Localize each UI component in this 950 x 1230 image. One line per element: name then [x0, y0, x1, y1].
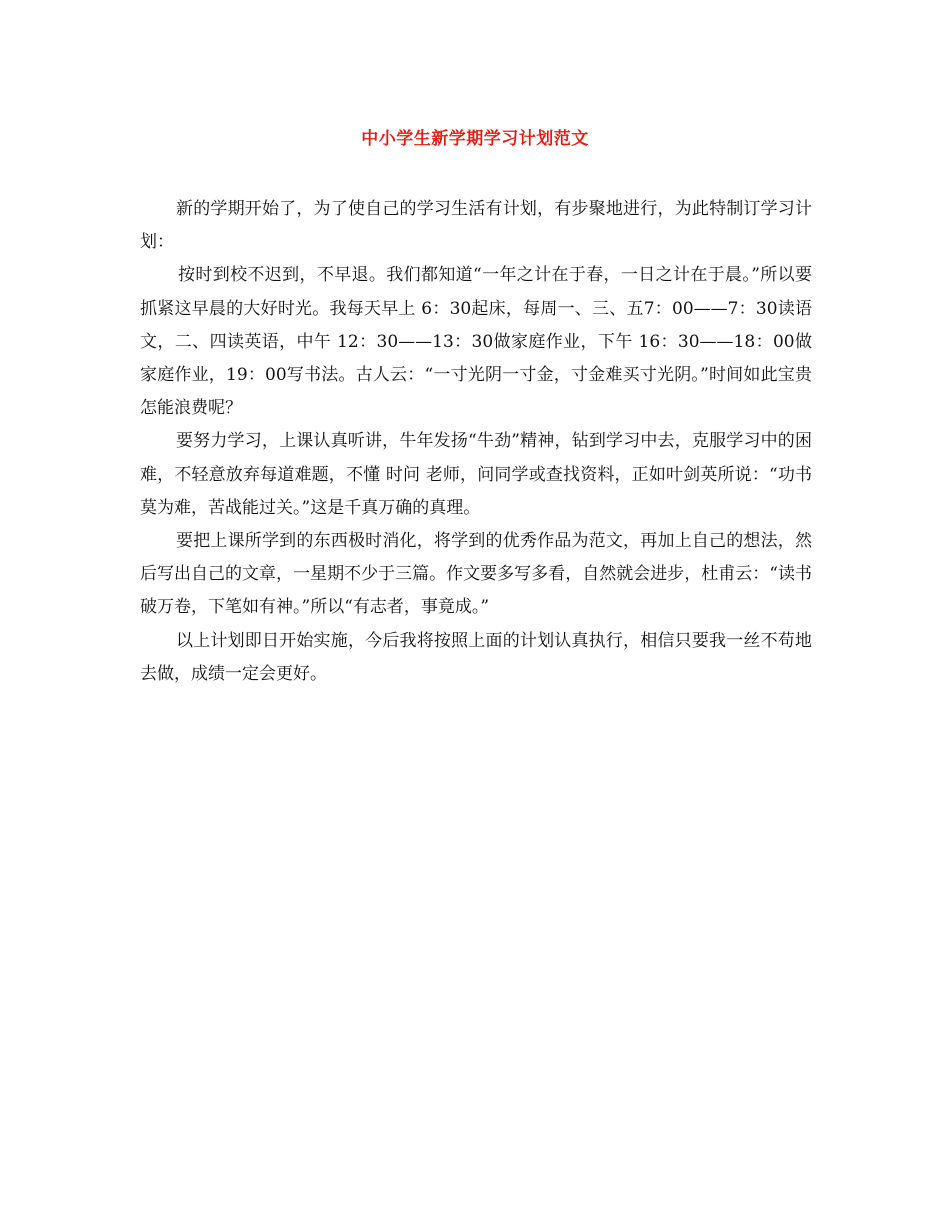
paragraph-conclusion: 以上计划即日开始实施，今后我将按照上面的计划认真执行，相信只要我一丝不苟地去做，成绩一定会更好。: [140, 630, 812, 684]
paragraph-study-effort: 要努力学习，上课认真听讲，牛年发扬“牛劲”精神，钻到学习中去，克服学习中的困难，不轻意放弃每道难题，不懂 时问 老师，问同学或查找资料，正如叶剑英所说：“功书莫为难，苦战能过关。”这是千真万确的真理。: [140, 431, 812, 518]
paragraph-writing-practice: 要把上课所学到的东西极时消化，将学到的优秀作品为范文，再加上自己的想法，然后写出自己的文章，一星期不少于三篇。作文要多写多看，自然就会进步，杜甫云：“读书破万卷，下笔如有神。”所以“有志者，事竟成。”: [140, 531, 812, 618]
document-title: 中小学生新学期学习计划范文: [361, 129, 589, 149]
paragraph-intro: 新的学期开始了，为了使自己的学习生活有计划，有步聚地进行，为此特制订学习计划：: [140, 199, 812, 253]
paragraph-schedule: 按时到校不迟到，不早退。我们都知道“一年之计在于春，一日之计在于晨。”所以要抓紧这早晨的大好时光。我每天早上 6：30起床，每周一、三、五7：00——7：30读语文，二、四读英语，中午 12：30——13：30做家庭作业，下午 16：30——18：00做家庭作业，19：00写书法。古人云：“一寸光阴一寸金，寸金难买寸光阴。”时间如此宝贵怎能浪费呢？: [140, 265, 812, 419]
document-body: [140, 193, 812, 691]
